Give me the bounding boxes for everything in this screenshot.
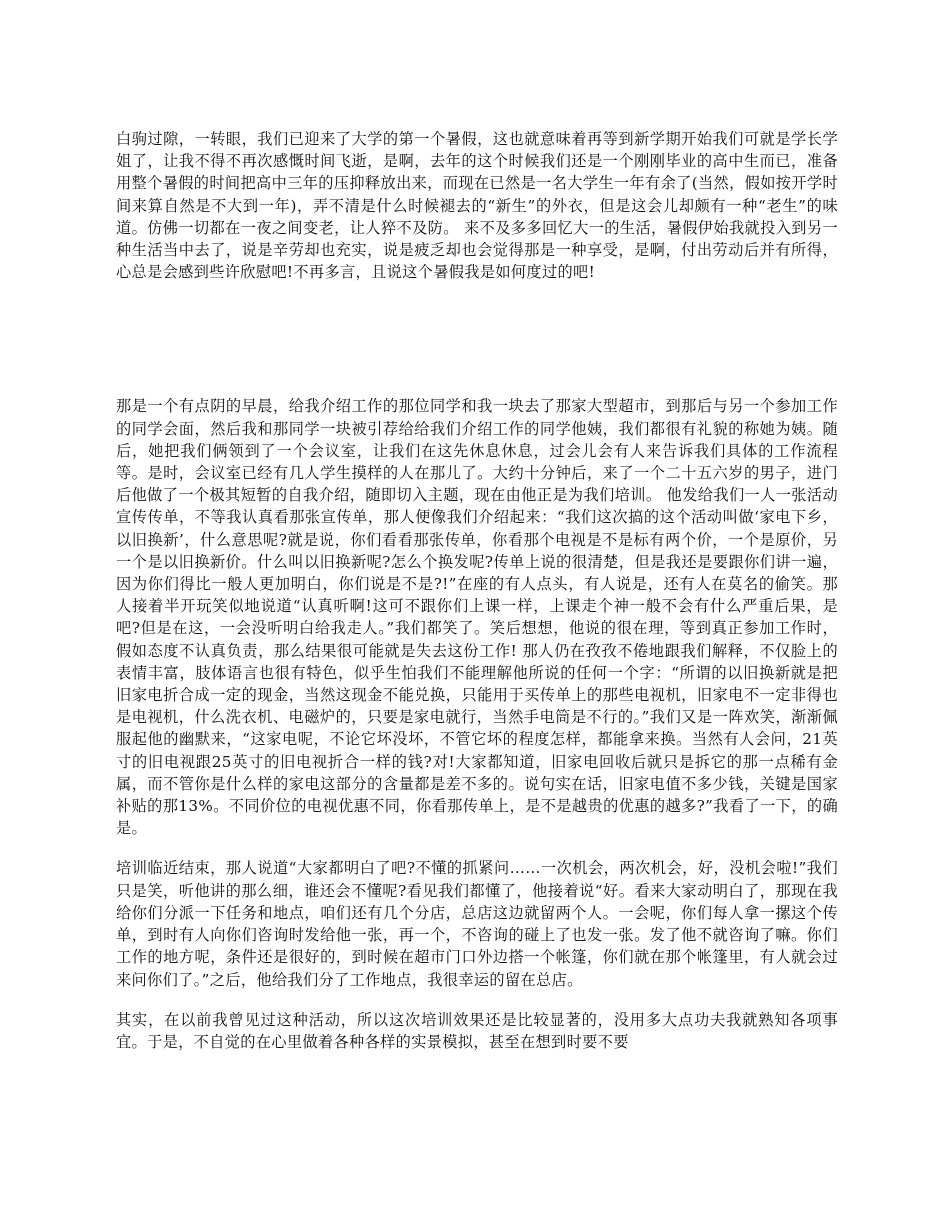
document-page (116, 128, 838, 1071)
paragraph-gap (116, 283, 838, 395)
paragraph-training: 那是一个有点阴的早晨，给我介绍工作的那位同学和我一块去了那家大型超市，到那后与另一个参加工作的同学会面，然后我和那同学一块被引荐给给我们介绍工作的同学他姨，我们都很有礼貌的称她为姨。随后，她把我们俩领到了一个会议室，让我们在这先休息休息，过会儿会有人来告诉我们具体的工作流程等。是时，会议室已经有几人学生摸样的人在那儿了。大约十分钟后，来了一个二十五六岁的男子，进门后他做了一个极其短暂的自我介绍，随即切入主题，现在由他正是为我们培训。 他发给我们一人一张活动宣传传单，不等我认真看那张宣传单，那人便像我们介绍起来：“我们这次搞的这个活动叫做‘家电下乡，以旧换新’，什么意思呢?就是说，你们看看那张传单，你看那个电视是不是标有两个价，一个是原价，另一个是以旧换新价。什么叫以旧换新呢?怎么个换发呢?传单上说的很清楚，但是我还是要跟你们讲一遍，因为你们得比一般人更加明白，你们说是不是?!”在座的有人点头，有人说是，还有人在莫名的偷笑。那人接着半开玩笑似地说道“认真听啊!这可不跟你们上课一样，上课走个神一般不会有什么严重后果，是吧?但是在这，一会没听明白给我走人。”我们都笑了。笑后想想，他说的很在理，等到真正参加工作时，假如态度不认真负责，那么结果很可能就是失去这份工作! 那人仍在孜孜不倦地跟我们解释，不仅脸上的表情丰富，肢体语言也很有特色，似乎生怕我们不能理解他所说的任何一个字：“所谓的以旧换新就是把旧家电折合成一定的现金，当然这现金不能兑换，只能用于买传单上的那些电视机，旧家电不一定非得也是电视机，什么洗衣机、电磁炉的，只要是家电就行，当然手电筒是不行的。”我们又是一阵欢笑，渐渐佩服起他的幽默来，“这家电呢，不论它坏没坏，不管它坏的程度怎样，都能拿来换。当然有人会问，21英寸的旧电视跟25英寸的旧电视折合一样的钱?对!大家都知道，旧家电回收后就只是拆它的那一点稀有金属，而不管你是什么样的家电这部分的含量都是差不多的。说句实在话，旧家电值不多少钱，关键是国家补贴的那13%。不同价位的电视优惠不同，你看那传单上，是不是越贵的优惠的越多?”我看了一下，的确是。 (116, 397, 838, 838)
paragraph-afterwards: 其实，在以前我曾见过这种活动，所以这次培训效果还是比较显著的，没用多大点功夫我就熟知各项事宜。于是，不自觉的在心里做着各种各样的实景模拟，甚至在想到时要不要 (116, 1010, 838, 1051)
paragraph-intro: 白驹过隙，一转眼，我们已迎来了大学的第一个暑假，这也就意味着再等到新学期开始我们可就是学长学姐了，让我不得不再次感慨时间飞逝，是啊，去年的这个时候我们还是一个刚刚毕业的高中生而已，准备用整个暑假的时间把高中三年的压抑释放出来，而现在已然是一名大学生一年有余了(当然，假如按开学时间来算自然是不大到一年)，弄不清是什么时候褪去的“新生”的外衣，但是这会儿却颇有一种“老生”的味道。仿佛一切都在一夜之间变老，让人猝不及防。 来不及多多回忆大一的生活，暑假伊始我就投入到另一种生活当中去了，说是辛劳却也充实，说是疲乏却也会觉得那是一种享受，是啊，付出劳动后并有所得，心总是会感到些许欣慰吧!不再多言，且说这个暑假我是如何度过的吧! (116, 130, 838, 282)
paragraph-training-end: 培训临近结束，那人说道“大家都明白了吧?不懂的抓紧问……一次机会，两次机会，好，没机会啦!”我们只是笑，听他讲的那么细，谁还会不懂呢?看见我们都懂了，他接着说“好。看来大家动明白了，那现在我给你们分派一下任务和地点，咱们还有几个分店，总店这边就留两个人。一会呢，你们每人拿一摞这个传单，到时有人向你们咨询时发给他一张，再一个，不咨询的碰上了也发一张。发了他不就咨询了嘛。你们工作的地方呢，条件还是很好的，到时候在超市门口外边搭一个帐篷，你们就在那个帐篷里，有人就会过来问你们了。”之后，他给我们分了工作地点，我很幸运的留在总店。 (116, 859, 838, 989)
